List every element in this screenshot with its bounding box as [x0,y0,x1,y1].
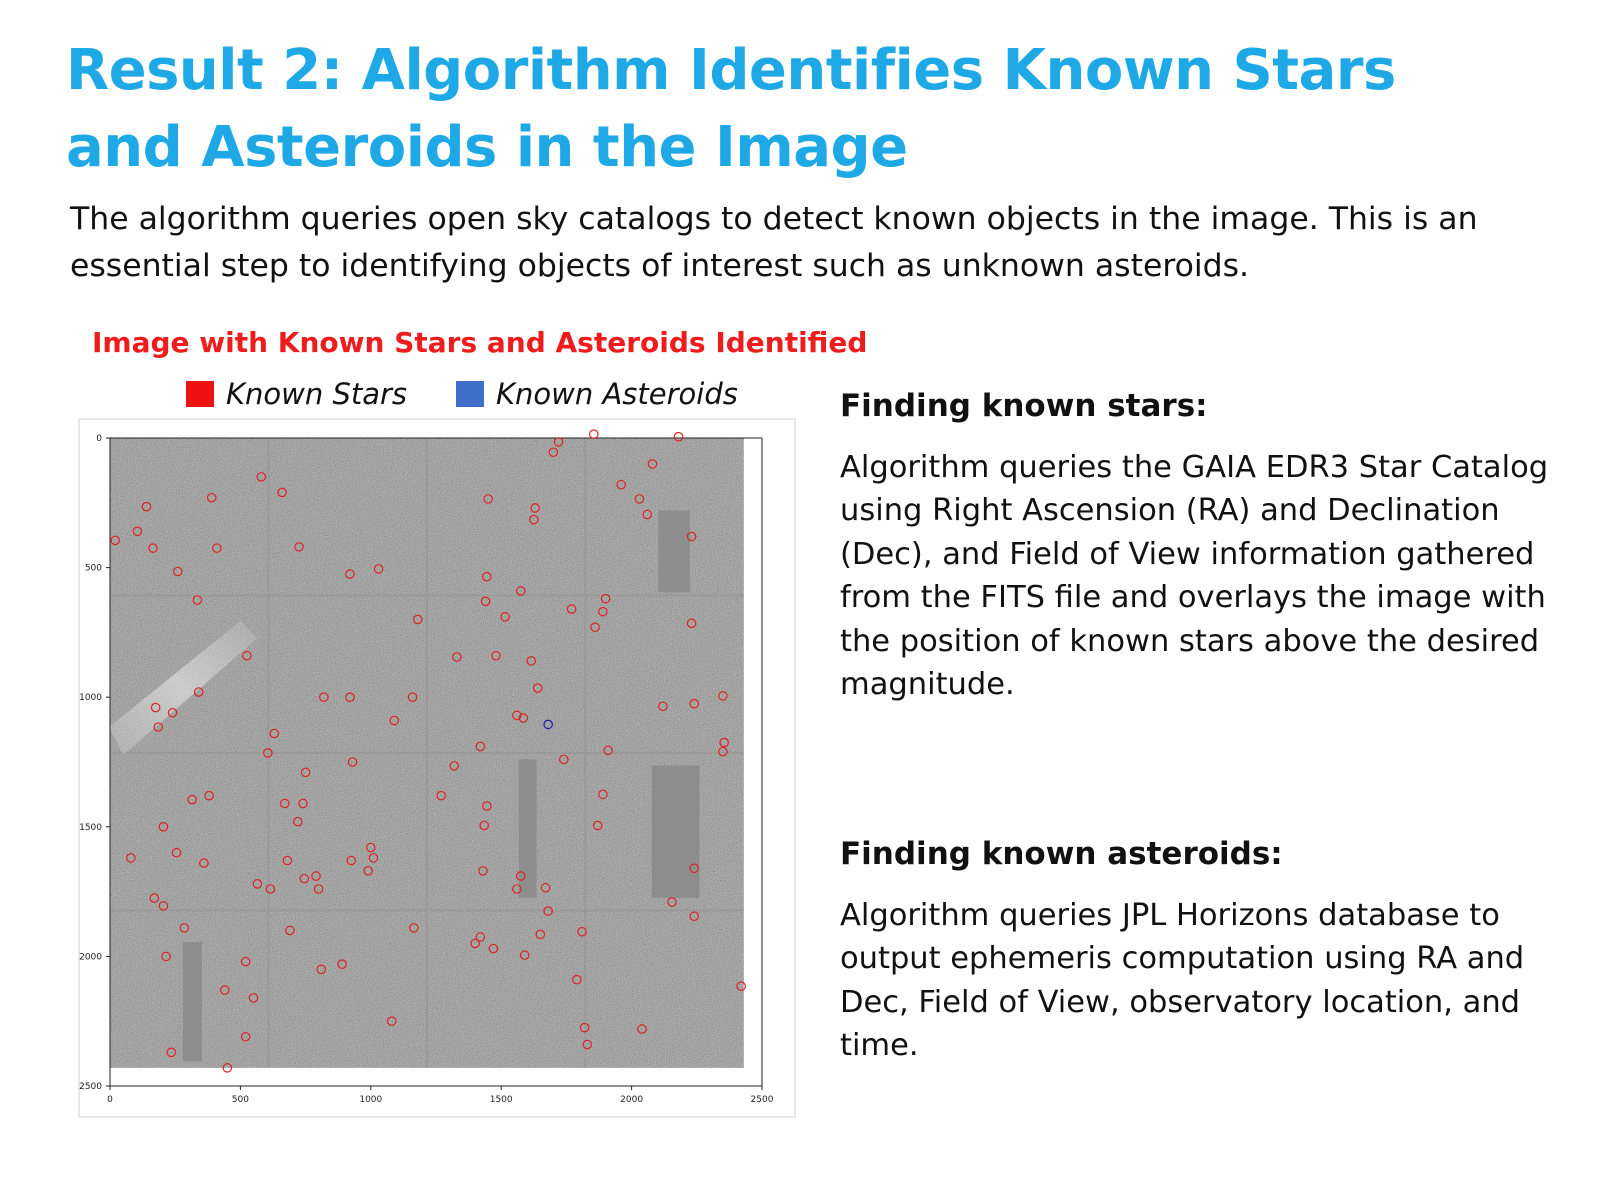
x-tick-label: 2500 [750,1095,774,1105]
x-tick-label: 1000 [359,1095,383,1105]
x-tick-label: 500 [231,1095,249,1105]
legend-item-known-asteroids [456,374,738,414]
legend-label-known-asteroids: Known Asteroids [496,377,738,411]
intro-paragraph: The algorithm queries open sky catalogs to detect known objects in the image. This is an essential step to identifying objects of interest such as unknown asteroids. [70,201,1478,284]
legend-label-known-stars: Known Stars [226,377,408,411]
masked-region [519,759,537,898]
masked-region [183,942,202,1062]
asteroids-section [840,836,1560,1068]
x-tick-label: 0 [107,1095,113,1105]
legend-swatch-known-asteroids [456,381,484,407]
sky-image [109,438,744,1068]
stars-heading: Finding known stars: [840,388,1208,424]
y-tick-label: 1000 [79,693,102,704]
y-tick-label: 500 [84,563,102,574]
stars-section [840,388,1560,706]
figure-title: Image with Known Stars and Asteroids Identified [92,326,868,359]
masked-region [658,510,690,592]
masked-region [652,766,700,898]
slide-title: Result 2: Algorithm Identifies Known Stars and Asteroids in the Image [66,38,1396,180]
y-tick-label: 1500 [79,822,102,833]
legend-item-known-stars [186,374,407,414]
figure-legend [186,374,786,414]
x-tick-label: 1500 [489,1095,513,1105]
y-tick-label: 2500 [79,1082,102,1092]
y-tick-label: 2000 [79,952,102,963]
sky-image-plot [78,418,798,1118]
y-tick-label: 0 [96,434,102,444]
asteroids-heading: Finding known asteroids: [840,836,1283,872]
asteroids-description: Algorithm queries JPL Horizons database to output ephemeris computation using RA and Dec, Field of View, observatory location, and time. [840,898,1525,1064]
x-tick-label: 2000 [620,1095,644,1105]
legend-swatch-known-stars [186,381,214,407]
stars-description: Algorithm queries the GAIA EDR3 Star Catalog using Right Ascension (RA) and Declination (Dec), and Field of View information gathered from the FITS file and overlays the image with the position of known stars above the desired magnitude. [840,450,1549,703]
plot-svg [78,418,798,1118]
